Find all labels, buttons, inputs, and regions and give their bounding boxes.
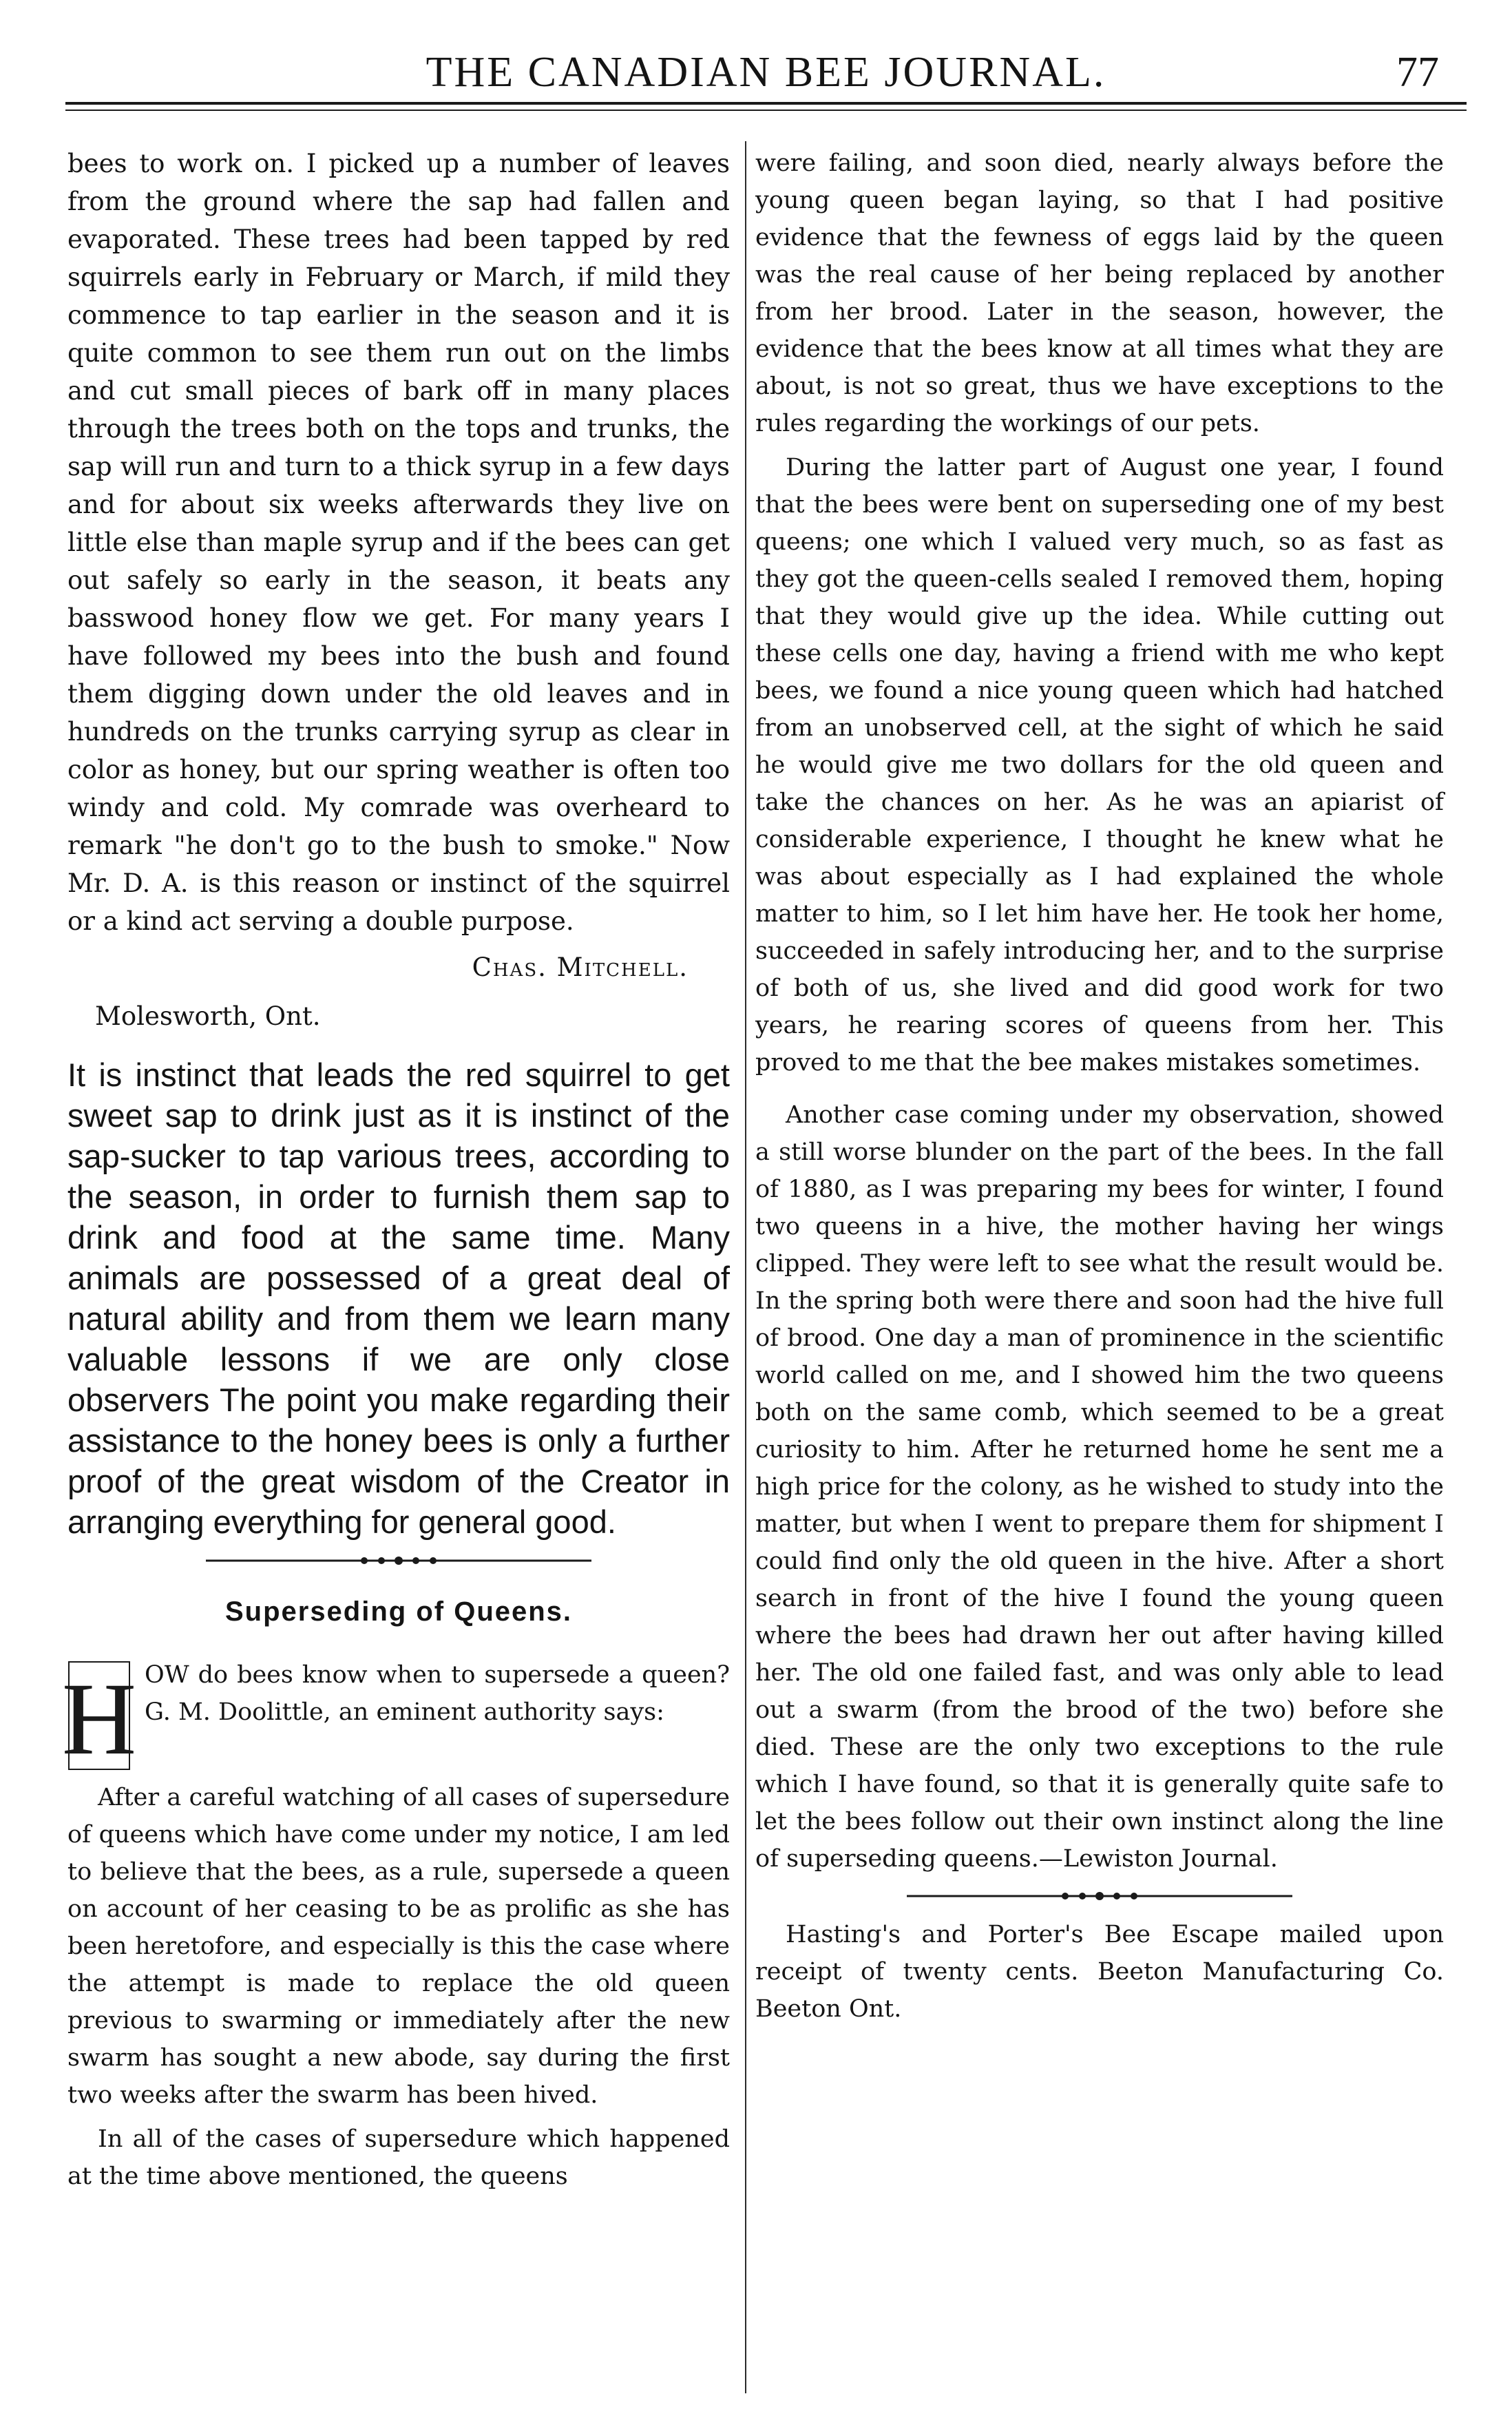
august-paragraph: During the latter part of August one year, I found that the bees were bent on superseding one of my best queens; one which I valued very much, so as fast as they got the queen-cells sealed I removed them, hoping that they would give up the idea. While cutting out these cells one day, having a friend with me who kept bees, we found a nice young queen which had hatched from an unobserved cell, at the sight of which he said he would give me two dollars for the old queen and take the chances on her. As he was an apiarist of considerable experience, I thought he knew what he was about especially as I had explained the whole matter to him, so I let him have her. He took her home, succeeded in safely introducing her, and to the surprise of both of us, she lived and did good work for two years, he rearing scores of queens from her. This proved to me that the bee makes mistakes sometimes.	[755, 454, 1444, 1076]
dropcap-h-icon	[61, 1661, 137, 1776]
another-case-paragraph: Another case coming under my observation, showed a still worse blunder on the part of the bees. In the fall of 1880, as I was preparing my bees for winter, I found two queens in a hive, the mother having her wings clipped. They were left to see what the result would be. In the spring both were there and soon had the hive full of brood. One day a man of prominence in the scientific world called on me, and I showed him the two queens both on the same comb, which seemed to be a great curiosity to him. After he returned home he sent me a high price for the colony, as he wished to study into the matter, but when I went to prepare them for shipment I could find only the old queen in the hive. After a short search in front of the hive I found the young queen where the bees had drawn her out after having killed her. The old one failed fast, and was only able to lead out a swarm (from the brood of the two) before she died. These are the only two exceptions to the rule which I have found, so that it is generally quite safe to let the bees follow out their own instinct along the line of superseding queens.—Lewiston Journal.	[755, 1101, 1444, 1873]
intro-paragraph	[61, 1656, 730, 1776]
letter-paragraph: bees to work on. I picked up a number of leaves from the ground where the sap had fallen and evaporated. These trees had been tapped by red squirrels early in February or March, if mild they commence to tap earlier in the season and it is quite common to see them run out on the limbs and cut small pieces of bark off in many places through the trees both on the tops and trunks, the sap will run and turn to a thick syrup in a few days and for about six weeks afterwards they live on little else than maple syrup and if the bees can get out safely so early in the season, it beats any basswood honey flow we get. For many years I have followed my bees into the bush and found them digging down under the old leaves and in hundreds on the trunks carrying syrup as clear in color as honey, but our spring weather is often too windy and cold. My comrade was overheard to remark "he don't go to the bush to smoke." Now Mr. D. A. is this reason or instinct of the squirrel or a kind act serving a double purpose.	[67, 149, 730, 936]
svg-text:H: H	[61, 1662, 137, 1776]
advertisement: Hasting's and Porter's Bee Escape mailed upon receipt of twenty cents. Beeton Manufacturing Co. Beeton Ont.	[755, 1921, 1444, 2023]
continuation-paragraph: were failing, and soon died, nearly always before the young queen began laying, so that I had positive evidence that the fewness of eggs laid by the queen was the real cause of her being replaced by another from her brood. Later in the season, however, the evidence that the bees know at all times what they are about, is not so great, thus we have exceptions to the rules regarding the workings of our pets.	[755, 149, 1444, 437]
quote-paragraph-1: After a careful watching of all cases of supersedure of queens which have come under my notice, I am led to believe that the bees, as a rule, supersede a queen on account of her ceasing to be as prolific as she has been heretofore, and especially is this the case where the attempt is made to replace the old queen previous to swarming or immediately after the new swarm has sought a new abode, say during the first two weeks after the swarm has been hived.	[67, 1784, 730, 2109]
left-column	[61, 145, 730, 2195]
section-title: Superseding of Queens.	[224, 1596, 573, 1627]
column-divider	[745, 141, 746, 2393]
editor-note: It is instinct that leads the red squirrel to get sweet sap to drink just as it is instinct of the sap-sucker to tap various trees, according to the season, in order to furnish them sap to drink and food at the same time. Many animals are possessed of a great deal of natural ability and from them we learn many valuable lessons if we are only close observers The point you make regarding their assistance to the honey bees is only a further proof of the great wisdom of the Creator in arranging everything for general good.	[67, 1057, 730, 1540]
header-rule-thin	[65, 110, 1467, 111]
journal-title: THE CANADIAN BEE JOURNAL.	[426, 49, 1106, 96]
page-header	[65, 48, 1467, 96]
advert-ornament	[907, 1891, 1292, 1901]
quote-paragraph-2: In all of the cases of supersedure which happened at the time above mentioned, the queens	[67, 2125, 730, 2190]
right-column	[755, 145, 1444, 2028]
section-ornament	[206, 1556, 591, 1565]
letter-signature: Chas. Mitchell.	[472, 953, 689, 982]
letter-place: Molesworth, Ont.	[95, 1001, 321, 1031]
intro-text: OW do bees know when to supersede a queen? G. M. Doolittle, an eminent authority says:	[145, 1661, 730, 1726]
page-number: 77	[1396, 49, 1439, 96]
header-rule	[65, 102, 1467, 105]
